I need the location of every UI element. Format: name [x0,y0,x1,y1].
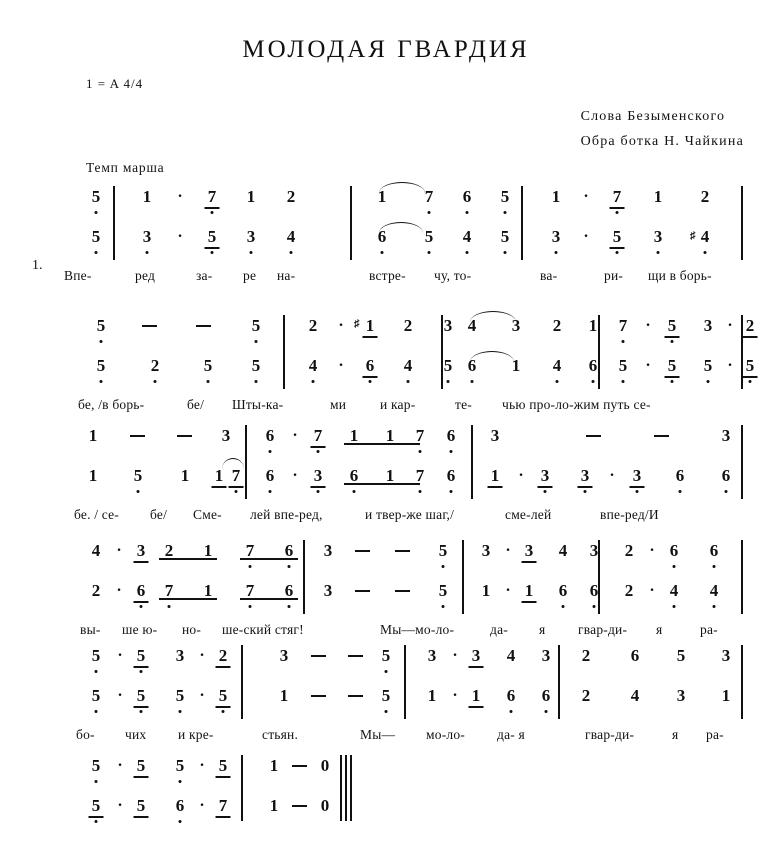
note-extension-dash [311,695,326,697]
barline [113,186,115,260]
note: 6 [262,427,278,445]
note: 7 [228,467,244,485]
note: 5 [248,357,264,375]
note: 6 [718,467,734,485]
barline [741,540,743,614]
note: 3 [629,467,645,485]
augmentation-dot: · [199,757,205,774]
note: 1 [721,686,731,705]
note: 1 [385,426,395,445]
note: 2 [164,541,174,560]
lyricist-credit: Слова Безыменского [580,109,726,124]
note: 6 [706,542,722,560]
tempo-marking: Темп марша [86,160,165,175]
note: 2 [581,686,591,705]
lyric-line-1: Впе- ред за- ре на- встре- чу, то- ва- ри- щи в борь- [64,268,712,283]
note: 5 [215,687,231,705]
note: 3 [427,646,437,665]
note-extension-dash [348,695,363,697]
note: 4 [558,541,568,560]
note: 6 [374,228,390,246]
note: 2 [147,357,163,375]
barline [741,186,743,260]
page-title: МОЛОДАЯ ГВАРДИЯ [242,36,530,63]
note: 5 [133,647,149,665]
note: 3 [703,316,713,335]
barline [283,315,285,389]
music-system-1 [0,186,772,294]
note: 1 [653,187,663,206]
note: 5 [676,646,686,665]
note: 1 [521,582,537,600]
note: 3 [468,647,484,665]
note-extension-dash [142,325,157,327]
note: 5 [88,687,104,705]
note: 6 [666,542,682,560]
note: 5 [204,228,220,246]
credits-block [581,104,744,154]
note: 5 [172,687,188,705]
note: 5 [421,228,437,246]
barline [558,645,560,719]
note: 5 [440,357,456,375]
note: 3 [721,426,731,445]
note: 7 [615,317,631,335]
music-system-4 [0,540,772,648]
note: 6 [459,188,475,206]
note: 6 [555,582,571,600]
note: 3 [323,581,333,600]
note: 3 [139,228,155,246]
note: 4 [459,228,475,246]
note: 1 [588,316,598,335]
note: 6 [464,357,480,375]
note: 5 [172,757,188,775]
note: 6 [630,646,640,665]
augmentation-dot: · [177,228,183,245]
note: 6 [443,427,459,445]
note: 1 [269,796,279,815]
note: 5 [133,687,149,705]
note: 5 [133,797,149,815]
note: 7 [412,467,428,485]
note: 5 [200,357,216,375]
note: 1 [468,687,484,705]
note: 4 [697,228,713,246]
augmentation-dot: · [645,317,651,334]
note: 1 [246,187,256,206]
note: 7 [215,797,231,815]
note: 5 [130,467,146,485]
note: 7 [242,582,258,600]
augmentation-dot: · [645,357,651,374]
augmentation-dot: · [505,582,511,599]
note: 4 [666,582,682,600]
note: 5 [93,317,109,335]
note-extension-dash [311,655,326,657]
note: 2 [215,647,231,665]
note: 6 [503,687,519,705]
note: 7 [310,427,326,445]
augmentation-dot: · [117,797,123,814]
note: 2 [624,581,634,600]
note: 5 [215,757,231,775]
note: 1 [362,317,378,335]
augmentation-dot: · [338,317,344,334]
note-extension-dash [292,765,307,767]
note: 6 [443,467,459,485]
barline [350,186,352,260]
note: 2 [91,581,101,600]
note: 6 [172,797,188,815]
augmentation-dot: · [583,188,589,205]
note: 7 [421,188,437,206]
sharp-accidental: ♯ [690,230,696,242]
note: 3 [175,646,185,665]
note-extension-dash [586,435,601,437]
note: 1 [487,467,503,485]
staff-3 [0,425,772,507]
note: 7 [161,582,177,600]
note: 1 [385,466,395,485]
note: 5 [93,357,109,375]
note: 6 [133,582,149,600]
arranger-credit: Обра ботка Н. Чайкина [580,134,744,149]
note-extension-dash [196,325,211,327]
note: 2 [308,316,318,335]
augmentation-dot: · [177,188,183,205]
note: 4 [506,646,516,665]
barline [741,425,743,499]
staff-2 [0,315,772,397]
note: 5 [88,757,104,775]
note: 7 [204,188,220,206]
augmentation-dot: · [727,357,733,374]
note: 1 [427,686,437,705]
note: 3 [133,542,149,560]
note: 2 [624,541,634,560]
augmentation-dot: · [338,357,344,374]
augmentation-dot: · [518,467,524,484]
note-extension-dash [130,435,145,437]
note: 4 [549,357,565,375]
lyric-line-3: бе. / се- бе/ Сме- лей впе-ред, и твер-же шаг,/ сме-лей впе-ред/И [74,507,659,522]
barline [241,645,243,719]
key-signature: 1 = A 4/4 [86,76,144,91]
barline [462,540,464,614]
note: 3 [243,228,259,246]
staff-1 [0,186,772,268]
note: 2 [581,646,591,665]
music-system-6 [0,755,772,827]
note: 3 [676,686,686,705]
note: 5 [609,228,625,246]
note: 3 [521,542,537,560]
lyric-line-2: бе, /в борь- бе/ Шты-ка- ми и кар- те- чью про-ло-жим путь се- [78,397,651,412]
augmentation-dot: · [116,582,122,599]
note: 5 [88,228,104,246]
note: 7 [609,188,625,206]
augmentation-dot: · [292,427,298,444]
note: 6 [585,357,601,375]
barline [404,645,406,719]
note: 3 [279,646,289,665]
note: 6 [672,467,688,485]
note: 4 [400,357,416,375]
note: 3 [721,646,731,665]
note: 1 [180,466,190,485]
note: 4 [91,541,101,560]
note: 1 [377,187,387,206]
note: 6 [281,542,297,560]
barline [521,186,523,260]
note: 4 [283,228,299,246]
note: 2 [700,187,710,206]
note: 4 [706,582,722,600]
barline [303,540,305,614]
barline [471,425,473,499]
note: 1 [203,581,213,600]
augmentation-dot: · [199,687,205,704]
note: 1 [511,356,521,375]
staff-4 [0,540,772,622]
note: 5 [664,357,680,375]
note: 5 [664,317,680,335]
barline [741,645,743,719]
lyric-line-4: вы- ше ю- но- ше-ский стяг! Мы—мо-ло- да- я гвар-ди- я ра- [80,622,718,637]
augmentation-dot: · [116,542,122,559]
note: 1 [481,581,491,600]
staff-6 [0,755,772,827]
note: 1 [349,426,359,445]
note: 6 [262,467,278,485]
note: 3 [323,541,333,560]
augmentation-dot: · [292,467,298,484]
note: 5 [742,357,758,375]
note: 6 [362,357,378,375]
note: 5 [497,228,513,246]
note: 3 [537,467,553,485]
augmentation-dot: · [199,647,205,664]
augmentation-dot: · [583,228,589,245]
rest-note: 0 [320,796,330,815]
rest-note: 0 [320,756,330,775]
note: 5 [700,357,716,375]
note: 5 [435,542,451,560]
note: 1 [203,541,213,560]
note: 5 [88,188,104,206]
augmentation-dot: · [649,582,655,599]
note: 3 [511,316,521,335]
augmentation-dot: · [452,687,458,704]
music-system-2 [0,315,772,423]
note: 3 [650,228,666,246]
staff-5 [0,645,772,727]
note-extension-dash [395,590,410,592]
note: 2 [742,317,758,335]
barline [241,755,243,821]
note: 1 [142,187,152,206]
note-extension-dash [348,655,363,657]
note: 3 [577,467,593,485]
note: 5 [435,582,451,600]
note: 5 [88,647,104,665]
note-extension-dash [177,435,192,437]
note: 3 [481,541,491,560]
note: 3 [443,316,453,335]
note: 1 [211,467,227,485]
note: 3 [490,426,500,445]
note: 7 [242,542,258,560]
note: 5 [133,757,149,775]
note-extension-dash [355,590,370,592]
note: 3 [548,228,564,246]
note: 6 [346,467,362,485]
verse-number: 1. [32,258,43,273]
augmentation-dot: · [649,542,655,559]
note-extension-dash [292,805,307,807]
music-system-3 [0,425,772,533]
note: 5 [615,357,631,375]
augmentation-dot: · [727,317,733,334]
note: 2 [552,316,562,335]
note: 1 [269,756,279,775]
note-extension-dash [395,550,410,552]
note: 6 [281,582,297,600]
barline [245,425,247,499]
note: 7 [412,427,428,445]
note: 3 [221,426,231,445]
note: 6 [586,582,602,600]
note: 1 [279,686,289,705]
note: 1 [88,426,98,445]
note: 4 [305,357,321,375]
note-extension-dash [654,435,669,437]
note: 5 [248,317,264,335]
note: 3 [541,646,551,665]
note: 4 [630,686,640,705]
music-system-5 [0,645,772,753]
augmentation-dot: · [199,797,205,814]
note: 3 [589,541,599,560]
note: 2 [403,316,413,335]
note: 1 [551,187,561,206]
augmentation-dot: · [117,757,123,774]
augmentation-dot: · [117,647,123,664]
note: 6 [538,687,554,705]
note: 5 [378,647,394,665]
note: 4 [467,316,477,335]
note: 1 [88,466,98,485]
note: 5 [497,188,513,206]
augmentation-dot: · [452,647,458,664]
note: 5 [88,797,104,815]
lyric-line-5: бо- чих и кре- стьян. Мы— мо-ло- да- я гвар-ди- я ра- [76,727,724,742]
note-extension-dash [355,550,370,552]
note: 2 [286,187,296,206]
augmentation-dot: · [609,467,615,484]
note: 5 [378,687,394,705]
augmentation-dot: · [505,542,511,559]
sharp-accidental: ♯ [354,318,360,330]
augmentation-dot: · [117,687,123,704]
note: 3 [310,467,326,485]
